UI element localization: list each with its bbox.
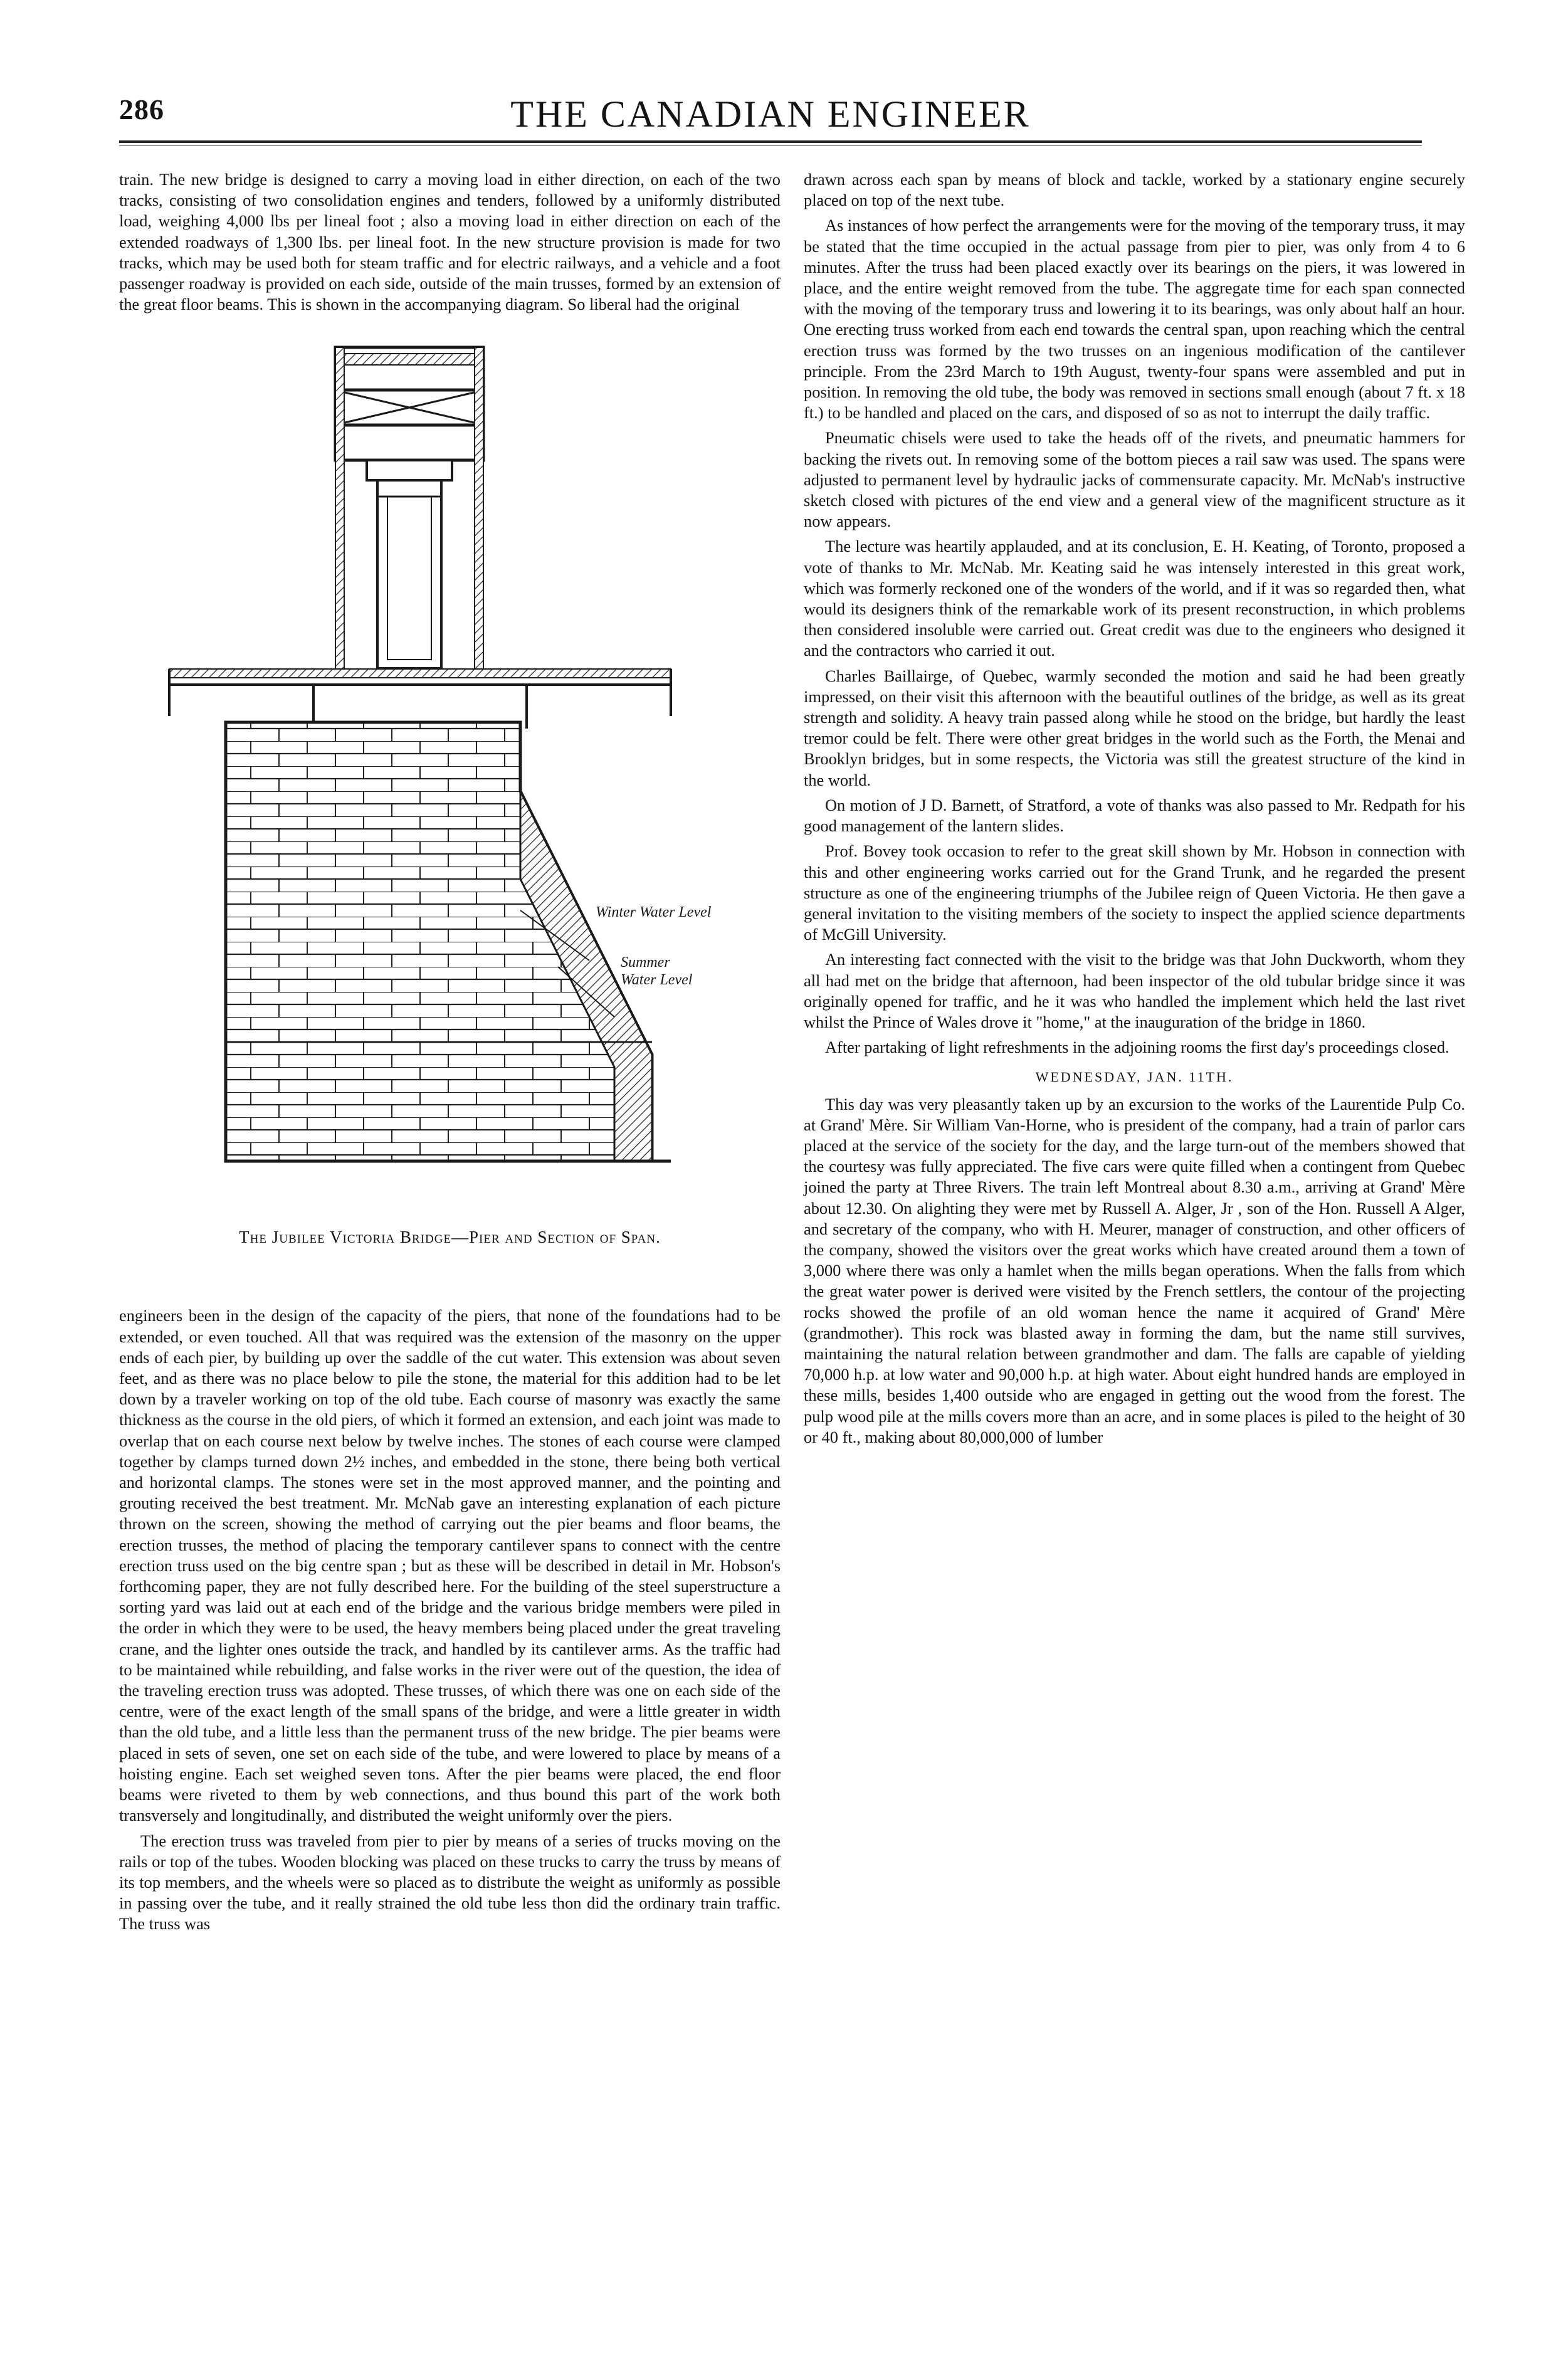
section-heading-wednesday: WEDNESDAY, JAN. 11TH.: [1035, 1069, 1234, 1085]
right-paragraph-10: This day was very pleasantly taken up by an excursion to the works of the Laurentide Pulp Co. at Grand' Mère. Sir William Van-Horne, who is president of the company, had a train of parlor cars placed at the service of the society for the day, and the large turn-out of the members showed that the courtesy was fully appreciated. The five cars were quite filled when a contingent from Quebec joined the party at Three Rivers. The train left Montreal about 8.30 a.m., arriving at Grand' Mère about 12.30. On alighting they were met by Russell A. Alger, Jr , son of the Hon. Russell A Alger, and secretary of the company, who with H. Meurer, manager of construction, and other officers of the company, showed the visitors over the great works which have created around them a town of 3,000 where there was only a hamlet when the mills began operations. When the falls from which the great water power is derived were visited by the French settlers, the contour of the projecting rocks showed the profile of an old woman hence the name it acquired of Grand' Mère (grandmother). This rock was blasted away in forming the dam, but the name still survives, maintaining the natural relation between grandmother and dam. The falls are capable of yielding 70,000 h.p. at low water and 90,000 h.p. at high water. About eight hundred hands are employed in these mills, besides 1,400 outside who are engaged in getting out the wood from the forest. The pulp wood pile at the mills covers more than an acre, and in some places is piled to the height of 30 or 40 ft., making about 80,000,000 of lumber: [804, 1094, 1465, 1446]
right-paragraph-6: On motion of J D. Barnett, of Stratford, a vote of thanks was also passed to Mr. Redpath for his good management of the lantern slides.: [804, 795, 1465, 836]
journal-title: THE CANADIAN ENGINEER: [510, 93, 1031, 135]
deck: [169, 669, 671, 729]
right-paragraph-2: As instances of how perfect the arrangements were for the moving of the temporary truss, it may be stated that the time occupied in the actual passage from pier to pier, was only from 4 to 6 minutes. After the truss had been placed exactly over its bearings on the piers, it was lowered in place, and the entire weight removed from the tube. The aggregate time for each span connected with the moving of the temporary truss and lowering it to its bearings, was only about half an hour. One erecting truss worked from each end towards the central span, upon reaching which the central erection truss was formed by the two trusses on an ingenious modification of the cantilever principle. From the 23rd March to 19th August, twenty-four spans were assembled and put in position. In removing the old tube, the body was removed in sections small enough (about 7 ft. x 18 ft.) to be handled and placed on the cars, and disposed of so as not to interrupt the daily traffic.: [804, 216, 1465, 423]
left-paragraph-2: engineers been in the design of the capacity of the piers, that none of the foundations had to be extended, or even touched. All that was required was the extension of the masonry on the upper ends of each pier, by building up over the saddle of the cut water. This extension was about seven feet, and as there was no place below to pile the stone, the material for this addition had to be let down by a traveler working on top of the old tube. Each course of masonry was exactly the same thickness as the course in the old piers, of which it formed an extension, and each joint was made to overlap that on each course next below by twelve inches. The stones of each course were clamped together by clamps turned down 2½ inches, and embedded in the stone, there being both vertical and horizontal clamps. The stones were set in the most approved manner, and the pointing and grouting received the best treatment. Mr. McNab gave an interesting explanation of each picture thrown on the screen, showing the method of carrying out the pier beams and floor beams, the erection trusses, the method of placing the temporary cantilever spans to connect with the centre erection truss used on the big centre span ; but as these will be described in detail in Mr. Hobson's forthcoming paper, they are not fully described here. For the building of the steel superstructure a sorting yard was laid out at each end of the bridge and the various bridge members were piled in the order in which they were to be used, the heavy members being placed under the great traveling crane, and the lighter ones outside the track, and handled by its cantilever arms. As the traffic had to be maintained while rebuilding, and false works in the river were out of the question, the idea of the traveling erection truss was adopted. These trusses, of which there was one on each side of the centre, were of the exact length of the small spans of the bridge, and were a little greater in width than the old tube, and a little less than the permanent truss of the new bridge. The pier beams were placed in sets of seven, one set on each side of the tube, and were lowered to place by means of a hoisting engine. Each set weighed seven tons. After the pier beams were placed, the end floor beams were riveted to them by web connections, and thus bound this part of the work both transversely and longitudinally, and distributed the weight uniformly over the piers.: [119, 1306, 781, 1825]
header-rule-thin: [119, 145, 1422, 146]
pier-diagram: [119, 315, 781, 1218]
right-paragraph-8: An interesting fact connected with the visit to the bridge was that John Duckworth, whom they all had met on the bridge that afternoon, had been inspector of the old tubular bridge since it was originally opened for traffic, and he it was who handled the implement which held the last rivet whilst the Prince of Wales drove it "home," at the inauguration of the bridge in 1860.: [804, 950, 1465, 1031]
pier-masonry: [226, 722, 671, 1161]
winter-water-level-label: Winter Water Level: [596, 904, 712, 921]
page-number: 286: [119, 93, 164, 125]
left-column: [119, 169, 781, 1935]
right-column: [804, 169, 1465, 1448]
right-paragraph-5: Charles Baillairge, of Quebec, warmly seconded the motion and said he had been greatly impressed, on their visit this afternoon with the beautiful outlines of the bridge, as well as its great strength and solidity. A heavy train passed along while he stood on the bridge, but hardly the least tremor could be felt. There were other great bridges in the world such as the Forth, the Menai and Brooklyn bridges, but in some respects, the Victoria was still the greatest structure of the kind in the world.: [804, 666, 1465, 789]
left-paragraph-1: train. The new bridge is designed to carry a moving load in either direction, on each of the two tracks, consisting of two consolidation engines and tenders, followed by a uniformly distributed load, weighing 4,000 lbs per lineal foot ; also a moving load in either direction on each of the extended roadways of 1,300 lbs. per lineal foot. In the new structure provision is made for two tracks, which may be used both for steam traffic and for electric railways, and a vehicle and a foot passenger roadway is provided on each side, outside of the main trusses, formed by an extension of the great floor beams. This is shown in the accompanying diagram. So liberal had the original: [119, 170, 781, 314]
pier-figure: [119, 315, 781, 1305]
figure-caption: The Jubilee Victoria Bridge—Pier and Section of Span.: [239, 1228, 661, 1247]
left-paragraph-3: The erection truss was traveled from pier to pier by means of a series of trucks moving on the rails or top of the tubes. Wooden blocking was placed on these trucks to carry the truss by means of its top members, and the wheels were so placed as to distribute the weight as uniformly as possible in passing over the tube, and it really strained the old tube less thon did the ordinary train traffic. The truss was: [119, 1831, 781, 1934]
right-paragraph-3: Pneumatic chisels were used to take the heads off of the rivets, and pneumatic hammers for backing the rivets out. In removing some of the bottom pieces a rail saw was used. The spans were adjusted to permanent level by hydraulic jacks of commensurate capacity. Mr. McNab's instructive sketch closed with pictures of the end view and a general view of the magnificent structure as it now appears.: [804, 428, 1465, 531]
right-paragraph-4: The lecture was heartily applauded, and at its conclusion, E. H. Keating, of Toronto, proposed a vote of thanks to Mr. McNab. Mr. Keating said he was intensely interested in this great work, which was formerly reckoned one of the wonders of the world, and if it was so regarded then, what would its designers think of the remarkable work of its present reconstruction, in which problems then considered insoluble were carried out. Great credit was due to the engineers who designed it and the contractors who carried it out.: [804, 537, 1465, 660]
page-header: [119, 93, 1422, 137]
header-rule: [119, 140, 1422, 143]
right-paragraph-7: Prof. Bovey took occasion to refer to the great skill shown by Mr. Hobson in connection with this and other engineering works carried out for the Grand Trunk, and he regarded the present structure as one of the engineering triumphs of the Jubilee reign of Queen Victoria. He then gave a general invitation to the visiting members of the society to inspect the applied science departments of McGill University.: [804, 841, 1465, 944]
summer-water-level-label-1: Summer: [621, 954, 670, 971]
portal: [367, 460, 452, 668]
right-paragraph-1: drawn across each span by means of block and tackle, worked by a stationary engine securely placed on top of the next tube.: [804, 170, 1465, 210]
right-paragraph-9: After partaking of light refreshments in the adjoining rooms the first day's proceedings closed.: [825, 1038, 1449, 1057]
summer-water-level-label-2: Water Level: [621, 972, 693, 989]
